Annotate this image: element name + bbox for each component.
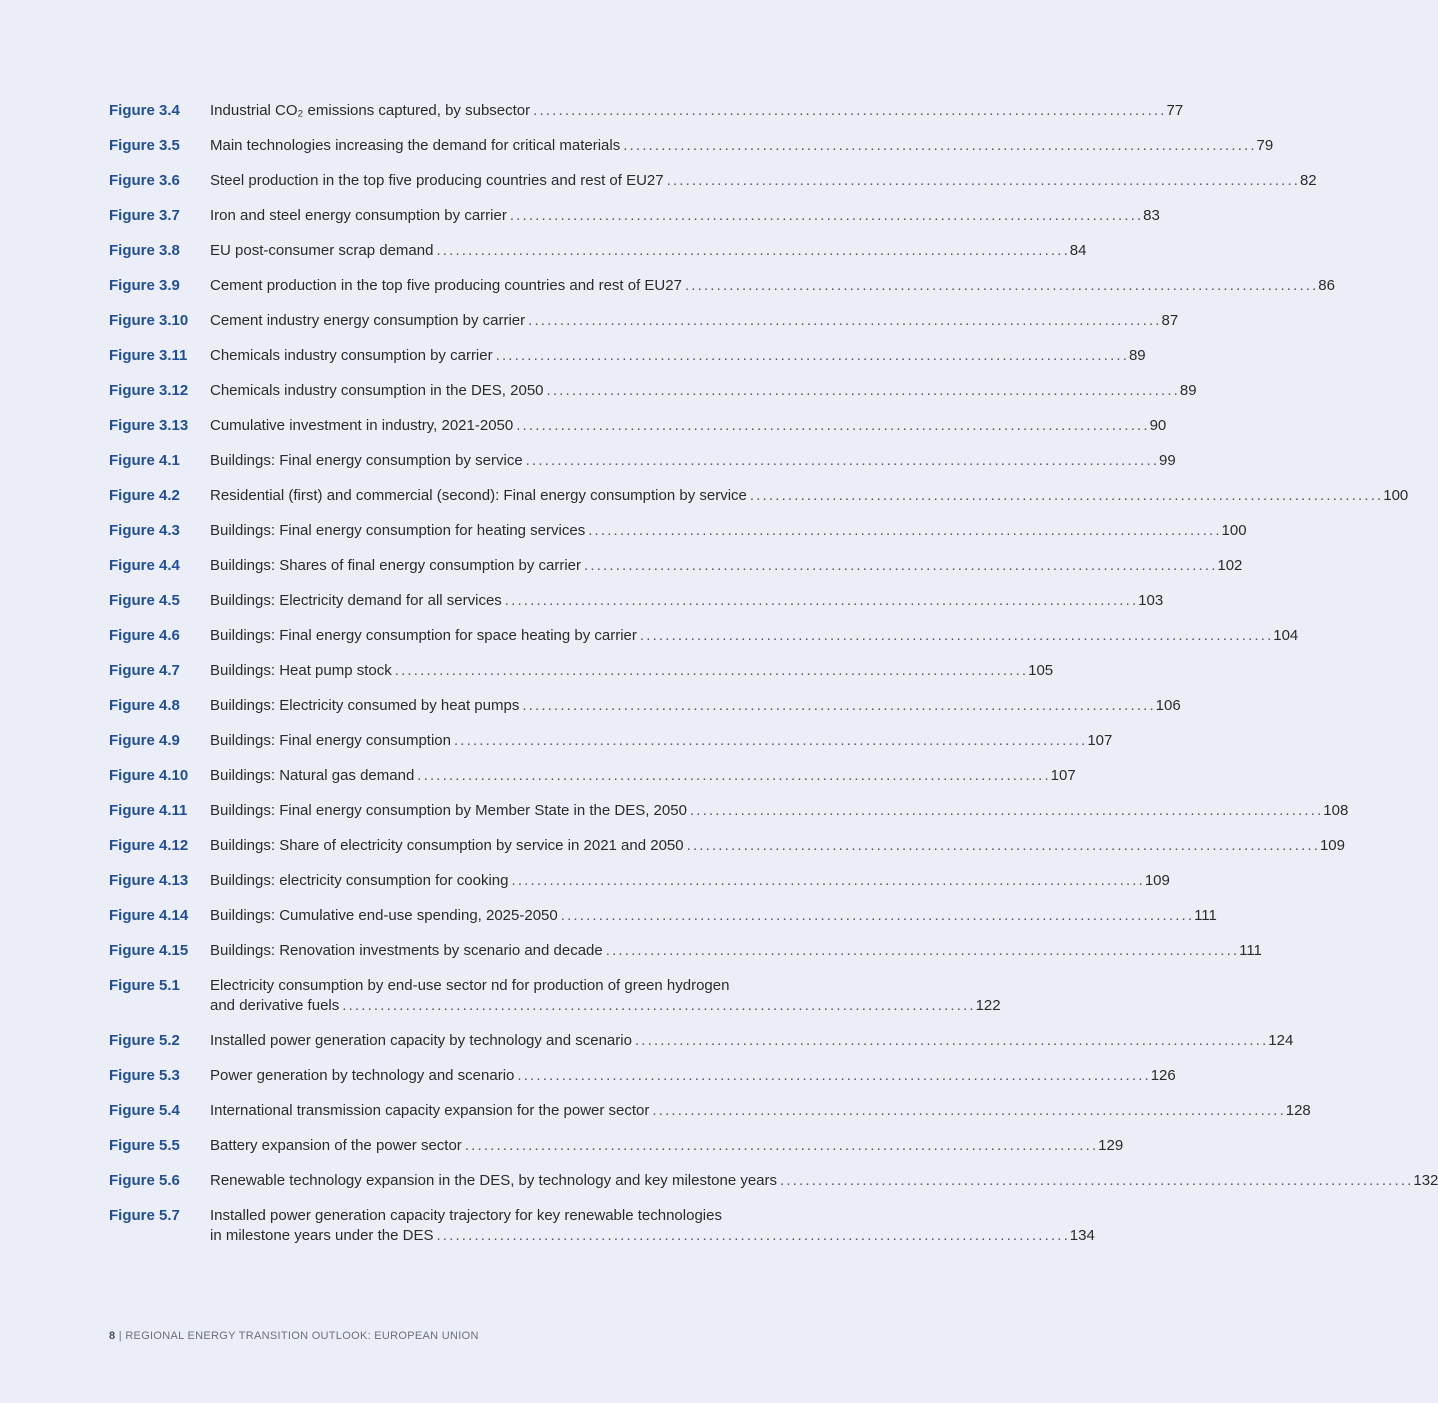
page-number: 90 (1149, 417, 1167, 434)
dot-leader (436, 1226, 1066, 1246)
figure-number: Figure 4.15 (109, 942, 189, 959)
page-number: 109 (1144, 872, 1170, 889)
entry-body (210, 1136, 1124, 1156)
entry-body (210, 241, 1087, 261)
page-number: 86 (1318, 277, 1335, 294)
figure-number: Figure 4.13 (109, 872, 189, 889)
entry-row (210, 136, 1274, 156)
entry-body (210, 486, 1409, 506)
entry-body (210, 731, 1113, 751)
figure-title: Buildings: Share of electricity consumption by service in 2021 and 2050 (210, 837, 684, 854)
page-number: 108 (1323, 802, 1349, 819)
figure-title: Buildings: Renovation investments by scenario and decade (210, 942, 603, 959)
page-number: 126 (1150, 1067, 1176, 1084)
entry-body (210, 1206, 1095, 1246)
page-number: 132 (1413, 1172, 1438, 1189)
toc-entry[interactable] (109, 311, 1179, 331)
entry-row (210, 1066, 1176, 1086)
page-number: 128 (1285, 1102, 1311, 1119)
entry-body (210, 346, 1146, 366)
dot-leader (623, 136, 1253, 156)
toc-entry[interactable] (109, 731, 1113, 751)
figure-number: Figure 5.6 (109, 1172, 180, 1189)
figure-title-line1: Electricity consumption by end-use sector nd for production of green hydrogen (210, 977, 730, 994)
page-number: 100 (1221, 522, 1247, 539)
entry-body (210, 101, 1184, 121)
figure-title: Buildings: Final energy consumption for heating services (210, 522, 586, 539)
entry-body (210, 766, 1076, 786)
page-footer (109, 1330, 479, 1342)
entry-body (210, 556, 1243, 576)
toc-entry[interactable] (109, 976, 1001, 1016)
entry-body (210, 521, 1247, 541)
toc-entry[interactable] (109, 801, 1349, 821)
figure-number: Figure 4.3 (109, 522, 180, 539)
figure-number: Figure 4.4 (109, 557, 180, 574)
dot-leader (516, 416, 1146, 436)
entry-body (210, 311, 1179, 331)
entry-row (210, 1031, 1294, 1051)
footer-page-number: 8 (109, 1330, 116, 1342)
toc-entry[interactable] (109, 696, 1181, 716)
toc-entry[interactable] (109, 1101, 1311, 1121)
figure-title: Buildings: Final energy consumption (210, 732, 451, 749)
entry-body (210, 1066, 1176, 1086)
entry-row (210, 626, 1299, 646)
entry-body (210, 276, 1335, 296)
entry-row (210, 381, 1197, 401)
entry-row (210, 661, 1054, 681)
toc-entry[interactable] (109, 766, 1076, 786)
entry-row (210, 206, 1160, 226)
dot-leader (606, 941, 1236, 961)
toc-entry[interactable] (109, 661, 1054, 681)
figure-number: Figure 4.6 (109, 627, 180, 644)
page-number: 82 (1299, 172, 1317, 189)
figure-number: Figure 4.11 (109, 802, 188, 819)
dot-leader (417, 766, 1047, 786)
page-number: 134 (1069, 1227, 1095, 1244)
entry-body (210, 206, 1160, 226)
figure-title: EU post-consumer scrap demand (210, 242, 434, 259)
figure-title: Buildings: Shares of final energy consumption by carrier (210, 557, 582, 574)
page-number: 100 (1383, 487, 1409, 504)
toc-entry[interactable] (109, 381, 1197, 401)
entry-row (210, 311, 1179, 331)
toc-entry[interactable] (109, 1206, 1095, 1246)
toc-entry[interactable] (109, 591, 1164, 611)
figure-number: Figure 5.2 (109, 1032, 180, 1049)
dot-leader (511, 871, 1141, 891)
toc-entry[interactable] (109, 276, 1335, 296)
entry-body (210, 871, 1170, 891)
entry-body (210, 381, 1197, 401)
dot-leader (533, 101, 1163, 121)
figure-title: Iron and steel energy consumption by carrier (210, 207, 507, 224)
entry-body (210, 941, 1262, 961)
figure-title: in milestone years under the DES (210, 1227, 434, 1244)
entry-body (210, 171, 1317, 191)
toc-entry[interactable] (109, 556, 1243, 576)
toc-entry[interactable] (109, 416, 1167, 436)
entry-body (210, 451, 1176, 471)
figure-title: Buildings: Final energy consumption by service (210, 452, 523, 469)
dot-leader (780, 1171, 1410, 1191)
entry-row (210, 556, 1243, 576)
page-number: 83 (1143, 207, 1160, 224)
page-number: 107 (1050, 767, 1076, 784)
dot-leader (667, 171, 1297, 191)
entry-body (210, 1031, 1294, 1051)
entry-body (210, 906, 1217, 926)
figure-title: Buildings: electricity consumption for cooking (210, 872, 509, 889)
figure-number: Figure 3.8 (109, 242, 180, 259)
figure-number: Figure 5.1 (109, 977, 180, 994)
list-of-figures (109, 101, 1438, 1261)
figure-title: Buildings: Final energy consumption by Member State in the DES, 2050 (210, 802, 687, 819)
figure-number: Figure 5.4 (109, 1102, 180, 1119)
toc-entry[interactable] (109, 1171, 1438, 1191)
page-number: 102 (1217, 557, 1243, 574)
figure-title: Industrial CO₂ emissions captured, by subsector (210, 102, 531, 119)
entry-body (210, 696, 1181, 716)
entry-row (210, 906, 1217, 926)
figure-title: Cement production in the top five producing countries and rest of EU27 (210, 277, 682, 294)
figure-number: Figure 4.2 (109, 487, 180, 504)
toc-entry[interactable] (109, 836, 1345, 856)
toc-entry[interactable] (109, 241, 1087, 261)
figure-number: Figure 3.13 (109, 417, 189, 434)
entry-row (210, 521, 1247, 541)
figure-title: Chemicals industry consumption by carrier (210, 347, 493, 364)
entry-row (210, 276, 1335, 296)
entry-row (210, 101, 1184, 121)
entry-body (210, 801, 1349, 821)
figure-title: Residential (first) and commercial (second): Final energy consumption by service (210, 487, 747, 504)
entry-row (210, 1101, 1311, 1121)
entry-body (210, 416, 1167, 436)
figure-number: Figure 5.5 (109, 1137, 180, 1154)
figure-title: Cumulative investment in industry, 2021-2050 (210, 417, 514, 434)
toc-entry[interactable] (109, 941, 1262, 961)
dot-leader (522, 696, 1152, 716)
entry-row (210, 591, 1164, 611)
page-number: 99 (1159, 452, 1176, 469)
page-number: 104 (1273, 627, 1299, 644)
toc-entry[interactable] (109, 1136, 1124, 1156)
figure-title: Main technologies increasing the demand for critical materials (210, 137, 621, 154)
figure-title: and derivative fuels (210, 997, 340, 1014)
dot-leader (588, 521, 1218, 541)
dot-leader (436, 241, 1066, 261)
page-number: 89 (1179, 382, 1197, 399)
figure-title: Buildings: Cumulative end-use spending, 2025-2050 (210, 907, 558, 924)
figure-number: Figure 4.8 (109, 697, 180, 714)
figure-number: Figure 3.6 (109, 172, 180, 189)
figure-number: Figure 5.3 (109, 1067, 180, 1084)
dot-leader (510, 206, 1140, 226)
entry-row (210, 241, 1087, 261)
figure-title: Buildings: Electricity demand for all services (210, 592, 502, 609)
dot-leader (395, 661, 1025, 681)
figure-number: Figure 3.4 (109, 102, 180, 119)
entry-body (210, 836, 1345, 856)
toc-entry[interactable] (109, 101, 1184, 121)
toc-entry[interactable] (109, 486, 1409, 506)
figure-title: Buildings: Natural gas demand (210, 767, 415, 784)
entry-row (210, 451, 1176, 471)
dot-leader (584, 556, 1214, 576)
figure-title: Power generation by technology and scenario (210, 1067, 515, 1084)
toc-entry[interactable] (109, 451, 1176, 471)
entry-row (210, 486, 1409, 506)
toc-entry[interactable] (109, 171, 1317, 191)
figure-number: Figure 4.7 (109, 662, 180, 679)
dot-leader (640, 626, 1270, 646)
dot-leader (517, 1066, 1147, 1086)
footer-title: REGIONAL ENERGY TRANSITION OUTLOOK: EUROPEAN UNION (125, 1330, 479, 1342)
figure-title: Battery expansion of the power sector (210, 1137, 462, 1154)
dot-leader (685, 276, 1315, 296)
entry-row (210, 696, 1181, 716)
entry-row (210, 1136, 1124, 1156)
page-number: 111 (1239, 942, 1262, 959)
entry-body (210, 136, 1274, 156)
figure-number: Figure 4.5 (109, 592, 180, 609)
footer-separator: | (118, 1330, 122, 1342)
toc-entry[interactable] (109, 1031, 1294, 1051)
entry-row (210, 941, 1262, 961)
page-number: 107 (1087, 732, 1113, 749)
page-number: 106 (1155, 697, 1181, 714)
page-number: 129 (1098, 1137, 1124, 1154)
page-number: 111 (1194, 907, 1217, 924)
dot-leader (528, 311, 1158, 331)
entry-row (210, 731, 1113, 751)
toc-entry[interactable] (109, 521, 1247, 541)
page-number: 84 (1069, 242, 1087, 259)
figure-number: Figure 3.12 (109, 382, 189, 399)
page-number: 79 (1256, 137, 1274, 154)
figure-title: Buildings: Final energy consumption for space heating by carrier (210, 627, 637, 644)
dot-leader (505, 591, 1135, 611)
dot-leader (690, 801, 1320, 821)
dot-leader (454, 731, 1084, 751)
entry-body (210, 591, 1164, 611)
dot-leader (465, 1136, 1095, 1156)
dot-leader (561, 906, 1191, 926)
dot-leader (750, 486, 1380, 506)
entry-row (210, 416, 1167, 436)
toc-entry[interactable] (109, 626, 1299, 646)
figure-title: Cement industry energy consumption by carrier (210, 312, 526, 329)
page-number: 124 (1268, 1032, 1294, 1049)
toc-entry[interactable] (109, 871, 1170, 891)
figure-number: Figure 3.10 (109, 312, 189, 329)
toc-entry[interactable] (109, 136, 1274, 156)
entry-row (210, 996, 1001, 1016)
entry-body (210, 1171, 1438, 1191)
figure-title: Buildings: Heat pump stock (210, 662, 392, 679)
entry-row (210, 1171, 1438, 1191)
figure-number: Figure 4.9 (109, 732, 180, 749)
page-number: 109 (1319, 837, 1345, 854)
figure-number: Figure 4.12 (109, 837, 189, 854)
page-number: 77 (1166, 102, 1184, 119)
dot-leader (635, 1031, 1265, 1051)
toc-entry[interactable] (109, 346, 1146, 366)
figure-number: Figure 3.9 (109, 277, 180, 294)
figure-title: Renewable technology expansion in the DES, by technology and key milestone years (210, 1172, 778, 1189)
figure-number: Figure 4.10 (109, 767, 189, 784)
toc-entry[interactable] (109, 906, 1217, 926)
entry-body (210, 976, 1001, 1016)
figure-number: Figure 3.7 (109, 207, 180, 224)
figure-number: Figure 5.7 (109, 1207, 180, 1224)
dot-leader (526, 451, 1156, 471)
dot-leader (342, 996, 972, 1016)
entry-body (210, 661, 1054, 681)
page-number: 87 (1161, 312, 1179, 329)
figure-title: Chemicals industry consumption in the DES, 2050 (210, 382, 544, 399)
figure-title: International transmission capacity expansion for the power sector (210, 1102, 650, 1119)
entry-row (210, 171, 1317, 191)
entry-body (210, 626, 1299, 646)
figure-number: Figure 3.5 (109, 137, 180, 154)
figure-title: Buildings: Electricity consumed by heat pumps (210, 697, 520, 714)
toc-entry[interactable] (109, 1066, 1176, 1086)
entry-body (210, 1101, 1311, 1121)
page-number: 89 (1128, 347, 1146, 364)
entry-row (210, 801, 1349, 821)
figure-title: Steel production in the top five producing countries and rest of EU27 (210, 172, 664, 189)
page-number: 122 (975, 997, 1001, 1014)
figure-title: Installed power generation capacity by technology and scenario (210, 1032, 632, 1049)
entry-row (210, 346, 1146, 366)
toc-entry[interactable] (109, 206, 1160, 226)
entry-row (210, 766, 1076, 786)
figure-number: Figure 4.1 (109, 452, 180, 469)
figure-number: Figure 3.11 (109, 347, 188, 364)
entry-row (210, 871, 1170, 891)
entry-row (210, 836, 1345, 856)
figure-title-line1: Installed power generation capacity trajectory for key renewable technologies (210, 1207, 722, 1224)
page-number: 103 (1138, 592, 1164, 609)
entry-row (210, 1226, 1095, 1246)
dot-leader (687, 836, 1317, 856)
dot-leader (652, 1101, 1282, 1121)
page-number: 105 (1028, 662, 1054, 679)
figure-number: Figure 4.14 (109, 907, 189, 924)
dot-leader (496, 346, 1126, 366)
dot-leader (547, 381, 1177, 401)
